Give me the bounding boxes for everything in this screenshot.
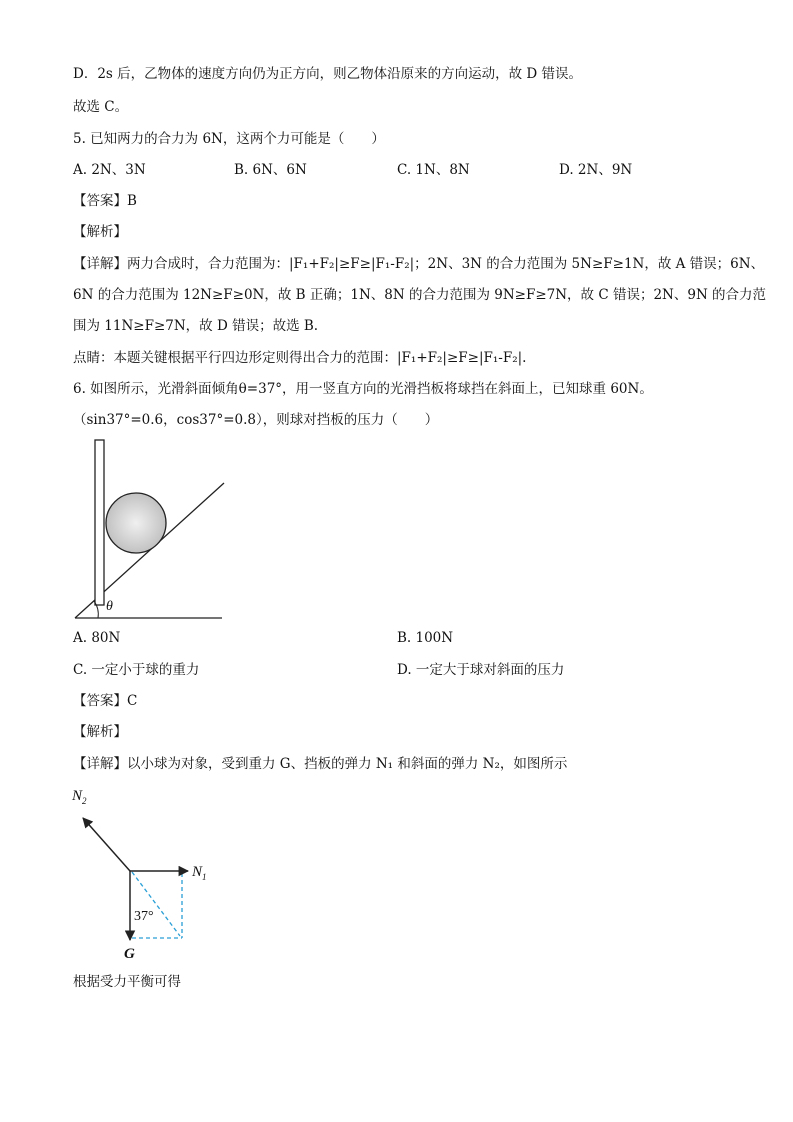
q5-option-b: B. 6N、6N (234, 162, 307, 178)
angle-label: 37° (134, 909, 154, 924)
ball (106, 493, 166, 553)
question-6: 6. 如图所示，光滑斜面倾角θ=37°，用一竖直方向的光滑挡板将球挡在斜面上，已知球重 60N。 (73, 381, 653, 397)
q6-balance-line: 根据受力平衡可得 (73, 974, 181, 990)
q5-detail-line: 6N 的合力范围为 12N≥F≥0N，故 B 正确；1N、8N 的合力范围为 9N≥F≥7N，故 C 错误；2N、9N 的合力范 (73, 287, 767, 303)
n2-label: $N_2$ (72, 788, 87, 806)
q6-option-a: A. 80N (73, 630, 121, 646)
n2-arrow (83, 818, 130, 871)
force-diagram (70, 780, 230, 970)
theta-label: θ (106, 599, 113, 614)
q6-answer: 【答案】C (73, 693, 138, 709)
q6-option-b: B. 100N (397, 630, 454, 646)
q5-option-a: A. 2N、3N (73, 162, 146, 178)
q6-condition: （sin37°=0.6，cos37°=0.8），则球对挡板的压力（ ） (73, 412, 439, 428)
vertical-board (95, 440, 104, 605)
q5-detail-line: 【详解】两力合成时，合力范围为：|F₁+F₂|≥F≥|F₁-F₂|；2N、3N 的合力范围为 5N≥F≥1N，故 A 错误；6N、 (73, 256, 765, 272)
q6-option-c: C. 一定小于球的重力 (73, 662, 200, 678)
text-line: D．2s 后，乙物体的速度方向仍为正方向，则乙物体沿原来的方向运动，故 D 错误。 (73, 66, 583, 82)
q6-option-d: D. 一定大于球对斜面的压力 (397, 662, 565, 678)
q5-option-d: D. 2N、9N (559, 162, 633, 178)
incline-ball-figure (70, 435, 230, 625)
g-label: G (124, 946, 135, 962)
q5-note: 点睛：本题关键根据平行四边形定则得出合力的范围：|F₁+F₂|≥F≥|F₁-F₂|. (73, 350, 527, 366)
q6-detail-line: 【详解】以小球为对象，受到重力 G、挡板的弹力 N₁ 和斜面的弹力 N₂，如图所示 (73, 756, 568, 772)
q5-option-c: C. 1N、8N (397, 162, 470, 178)
q5-answer: 【答案】B (73, 193, 137, 209)
n1-label: $N_1$ (192, 864, 207, 882)
text-line: 故选 C。 (73, 99, 129, 115)
q5-analysis-heading: 【解析】 (73, 224, 127, 240)
question-5: 5. 已知两力的合力为 6N，这两个力可能是（ ） (73, 131, 385, 147)
q6-analysis-heading: 【解析】 (73, 724, 127, 740)
q5-detail-line: 围为 11N≥F≥7N，故 D 错误；故选 B. (73, 318, 319, 334)
